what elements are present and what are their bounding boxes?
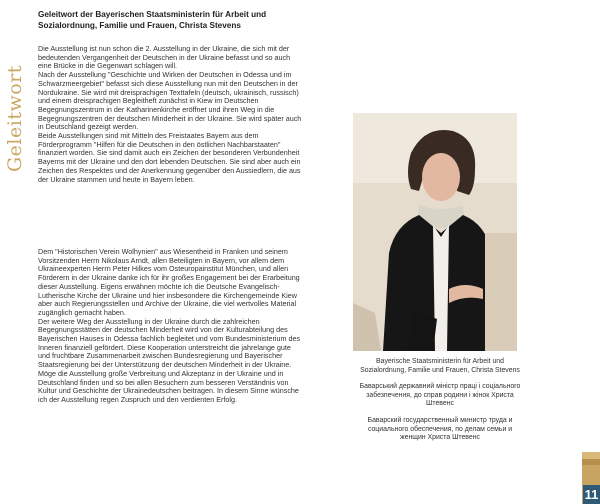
page-number: 11 — [584, 487, 599, 502]
body-text-bottom — [38, 248, 302, 405]
paragraph: Möge die Ausstellung große Verbreitung und Akzeptanz in der Ukraine und in Deutschland finden und so bei allen Besuchern zum besseren Verständnis von Kultur und Geschichte der Ukrainedeutschen beitragen. In diesem Sinne wünsche ich der Ausstellung regen Zuspruch und den verdienten Erfolg. — [38, 368, 299, 404]
page-tab-band — [582, 459, 600, 465]
paragraph: Nach der Ausstellung "Geschichte und Wirken der Deutschen in Odessa und im Schwarzmeergebiet" befasst sich diese Ausstellung nun mit den Deutschen in der Nordukraine. Sie wird mit dreisprachigen Texttafeln (deutsch, ukrainisch, russisch) und einem dreisprachigen Begleitheft zunächst in Kiew im Deutschen Begegnungszentrum in der Katharinenkirche eröffnet und ihren Weg in die Begegnungszentren der deutschen Minderheit in der Ukraine. Sie wird später auch in Deutschland gezeigt werden. — [38, 70, 302, 132]
paragraph: Dem "Historischen Verein Wolhynien" aus Wiesentheid in Franken und seinem Vorsitzenden Herrn Nikolaus Arndt, allen Beteiligten in Bayern, vor allem dem Ukraineexperten Herrn Peter Hilkes vom Osteuropainstitut München, und allen Förderern in der Ukraine danke ich für ihr großes Engagement bei der Erarbeitung dieser Ausstellung. Eigens erwähnen möchte ich die Deutsche Evangelisch-Lutherische Kirche der Ukraine und hier insbesondere die Kirchengemeinde Kiew aber auch Regierungsstellen und Archive der Ukraine, die viel wertvolles Material zugänglich gemacht haben. — [38, 247, 300, 317]
paragraph: Der weitere Weg der Ausstellung in der Ukraine durch die zahlreichen Begegnungsstätten der deutschen Minderheit wird von der Kulturabteilung des Bayerischen Hauses in Odessa fachlich begleitet und vom Bundesministerium des Inneren finanziell gefördert. Diese Kooperation unterstreicht die jahrelange gute und fruchtbare Zusammenarbeit zwischen Bundesregierung und Bayerischer Staatsregierung bei der Unterstützung der deutschen Minderheit in der Ukraine. — [38, 316, 301, 370]
side-title: Geleitwort — [4, 65, 26, 172]
caption-russian: Баварский государственный министр труда и социального обеспечения, по делам семьи и женщин Христа Штевенс — [367, 416, 513, 442]
body-text-top — [38, 45, 302, 184]
caption-german: Bayerische Staatsministerin für Arbeit und Sozialordnung, Familie und Frauen, Christa Stevens — [360, 358, 520, 374]
portrait-illustration — [353, 113, 517, 351]
paragraph: Die Ausstellung ist nun schon die 2. Ausstellung in der Ukraine, die sich mit der bedeutenden Vergangenheit der Deutschen in der Ukraine befasst und so auch eine Brücke in die Gegenwart schlagen will. — [38, 44, 291, 71]
paragraph: Beide Ausstellungen sind mit Mitteln des Freistaates Bayern aus dem Förderprogramm "Hilfen für die Deutschen in den östlichen Nachbarstaaten" finanziert worden. Sie sind damit auch ein Zeichen der besonderen Verbundenheit Bayerns mit der Ukraine und den dort lebenden Deutschen. Sie sind aber auch ein Zeichen des Respektes und der Anerkennung gegenüber den Aussiedlern, die aus der Ukraine stammen und heute in Bayern leben. — [38, 131, 301, 184]
portrait-photo — [353, 113, 517, 351]
page-tab-band — [582, 452, 600, 459]
caption-ukrainian: Баварський державний міністр праці і соціального забезпечення, до справ родини і жінок Христа Штевенс — [359, 383, 521, 408]
photo-caption — [355, 358, 525, 451]
article-heading: Geleitwort der Bayerischen Staatsministerin für Arbeit und Sozialordnung, Familie und Frauen, Christa Stevens — [38, 10, 267, 30]
